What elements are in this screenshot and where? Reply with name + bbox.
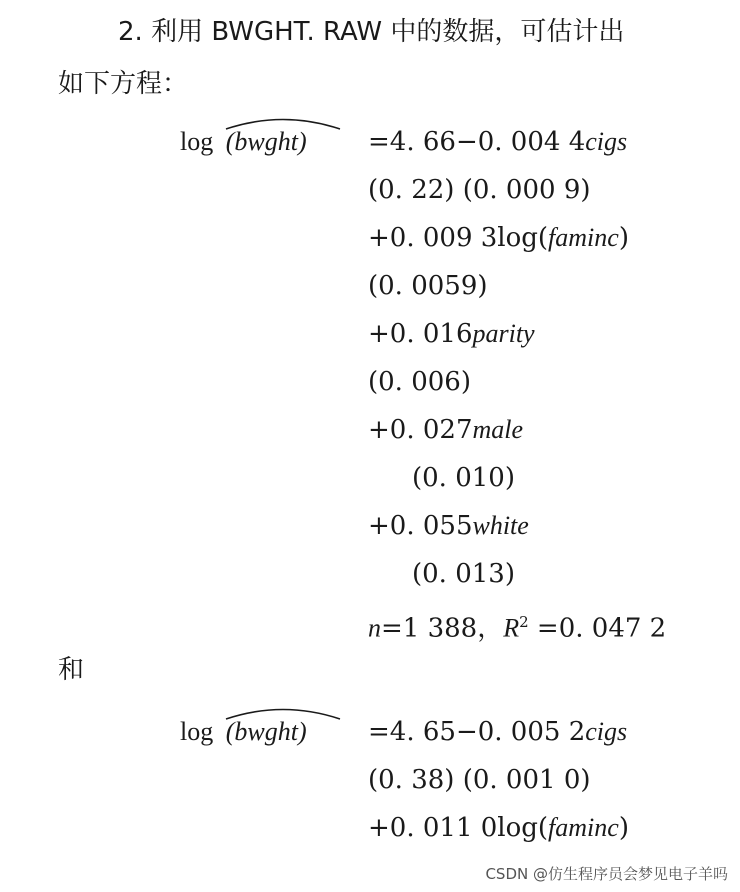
equation-1-term-male: +0. 027male xyxy=(368,415,524,445)
equation-1-se-parity: (0. 006) xyxy=(368,367,471,397)
equation-1-lhs-var: (bwght) xyxy=(225,127,307,156)
intro-line-2: 如下方程： xyxy=(58,69,189,99)
equation-1-lhs xyxy=(180,126,307,158)
equation-1-term-faminc: +0. 009 3log(faminc) xyxy=(368,223,629,253)
hat-accent-icon xyxy=(224,116,342,130)
equation-1-term-white: +0. 055white xyxy=(368,511,529,541)
intro-line-1: 2. 利用 BWGHT. RAW 中的数据，可估计出 xyxy=(118,17,625,47)
equation-1-se-faminc: (0. 0059) xyxy=(368,271,488,301)
equation-2-lhs-func: log xyxy=(180,717,214,746)
equation-2-term-faminc: +0. 011 0log(faminc) xyxy=(368,813,629,843)
equation-2-se-intercept-cigs: (0. 38) (0. 001 0) xyxy=(368,765,591,795)
hat-accent-icon xyxy=(224,706,342,720)
equation-1-se-intercept-cigs: (0. 22) (0. 000 9) xyxy=(368,175,591,205)
csdn-watermark: CSDN @仿生程序员会梦见电子羊吗 xyxy=(485,865,728,883)
equation-2-lhs-var: (bwght) xyxy=(225,717,307,746)
equation-1-stats: n=1 388，$R^2 =0$. 047 2 xyxy=(368,613,667,644)
equation-1-se-white: (0. 013) xyxy=(412,559,515,589)
conjunction-text: 和 xyxy=(58,655,85,685)
equation-1-term-parity: +0. 016parity xyxy=(368,319,535,349)
equation-2-lhs xyxy=(180,716,307,748)
equation-1-lhs-func: log xyxy=(180,127,214,156)
equation-2-term-cigs: =4. 65−0. 005 2cigs xyxy=(368,717,628,747)
equation-1-term-cigs: =4. 66−0. 004 4cigs xyxy=(368,127,628,157)
equation-1-se-male: (0. 010) xyxy=(412,463,515,493)
